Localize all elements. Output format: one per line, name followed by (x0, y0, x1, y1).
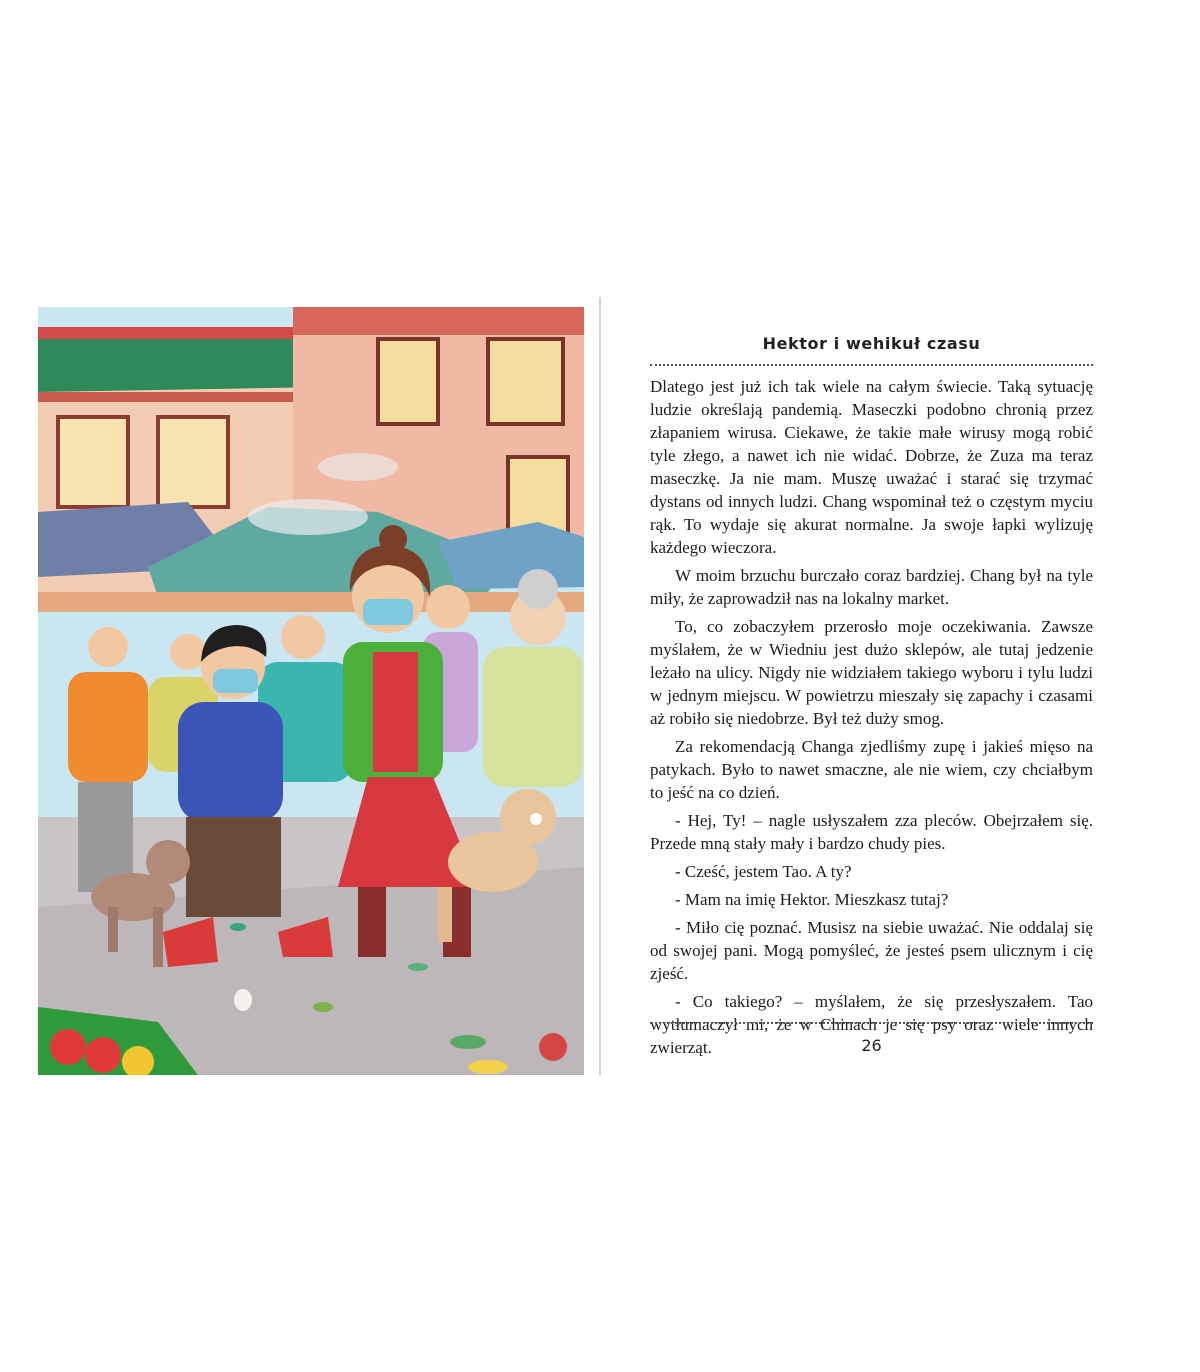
paragraph: To, co zobaczyłem przerosło moje oczekiwania. Zawsze myślałem, że w Wiedniu jest dużo sklepów, ale tutaj jedzenie leżało na ulicy. Nigdy nie widziałem takiego wyboru i tylu ludzi w jednym miejscu. W powietrzu mieszały się zapachy i czasami aż robiło się niedobrze. Był też duży smog. (650, 617, 1093, 728)
running-head-title: Hektor i wehikuł czasu (762, 334, 981, 353)
market-scene-image (38, 307, 584, 1075)
illustration (38, 307, 584, 1075)
body-text (650, 375, 1093, 1064)
paragraph: Dlatego jest już ich tak wiele na całym świecie. Taką sytuację ludzie określają pandemią. Maseczki podobno chronią przez złapaniem wirusa. Ciekawe, że takie małe wirusy mogą robić tyle złego, a nawet ich nie widać. Dobrze, że Zuza ma teraz maseczkę. Ja nie mam. Muszę uważać i starać się trzymać dystans od innych ludzi. Chang wspominał też o częstym myciu rąk. To wydaje się akurat normalne. Ja swoje łapki wylizuję każdego wieczora. (650, 377, 1093, 557)
paragraph: W moim brzuchu burczało coraz bardziej. Chang był na tyle miły, że zaprowadził nas na lokalny market. (650, 566, 1093, 608)
paragraph: Za rekomendacją Changa zjedliśmy zupę i jakieś mięso na patykach. Było to nawet smaczne, ale nie wiem, czy chciałbym to jeść na co dzień. (650, 737, 1093, 802)
page-gutter (599, 297, 601, 1075)
footer-dotted-rule (650, 1022, 1093, 1024)
dialogue-paragraph: - Mam na imię Hektor. Mieszkasz tutaj? (675, 890, 949, 909)
page-number: 26 (861, 1036, 882, 1055)
dialogue-paragraph: - Miło cię poznać. Musisz na siebie uważać. Nie oddalaj się od swojej pani. Mogą pomyśleć, że jesteś psem ulicznym i cię zjeść. (650, 918, 1093, 983)
dialogue-paragraph: - Hej, Ty! – nagle usłyszałem zza pleców. Obejrzałem się. Przede mną stały mały i bardzo chudy pies. (650, 811, 1093, 853)
dialogue-paragraph: - Co takiego? – myślałem, że się przesłyszałem. Tao wytłumaczył mi, że w Chinach je się psy oraz wiele innych zwierząt. (650, 992, 1093, 1057)
dialogue-paragraph: - Cześć, jestem Tao. A ty? (675, 862, 852, 881)
header-dotted-rule (650, 364, 1093, 366)
